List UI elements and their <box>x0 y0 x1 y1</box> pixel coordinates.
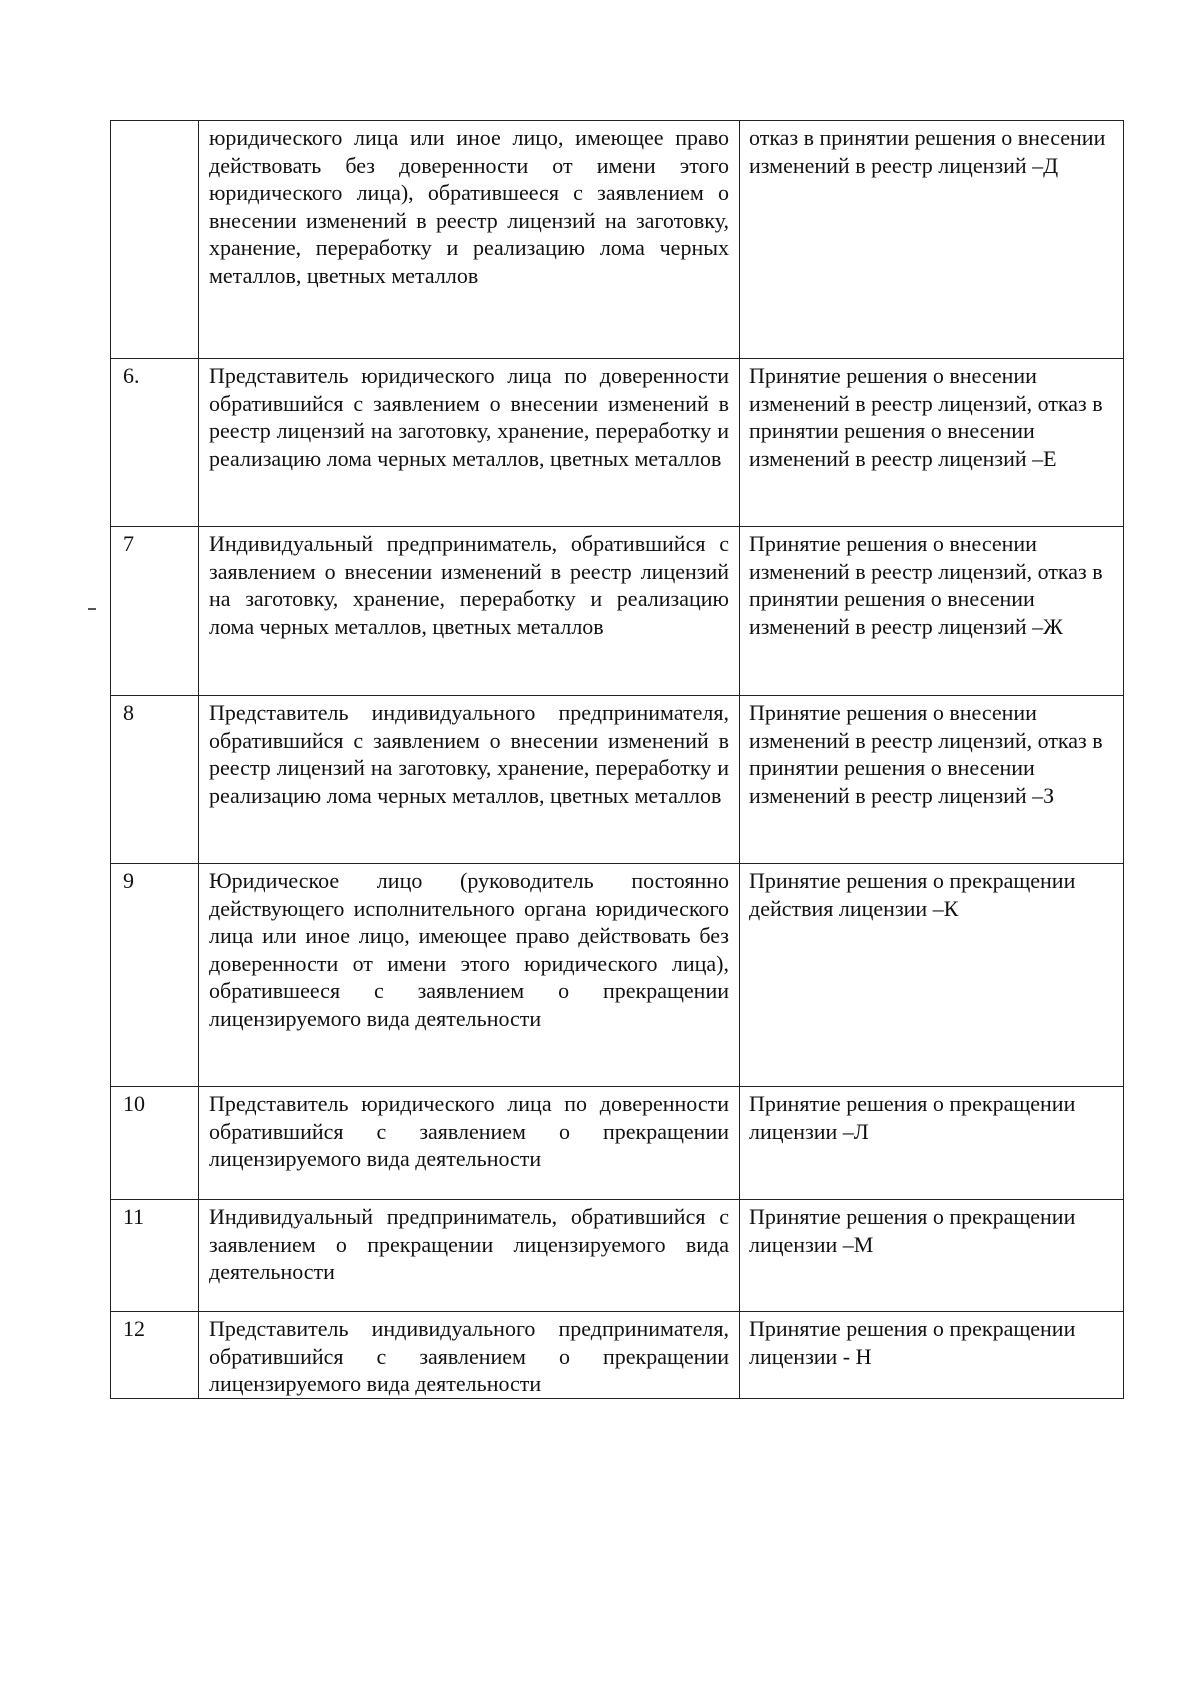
decision-result: отказ в принятии решения о внесении изменений в реестр лицензий –Д <box>740 121 1124 359</box>
table-row <box>111 696 1124 864</box>
table-row <box>111 527 1124 696</box>
applicant-description: Представитель индивидуального предпринимателя, обратившийся с заявлением о внесении изменений в реестр лицензий на заготовку, хранение, переработку и реализацию лома черных металлов, цветных металлов <box>199 696 740 864</box>
applicant-description: Индивидуальный предприниматель, обратившийся с заявлением о прекращении лицензируемого вида деятельности <box>199 1200 740 1312</box>
row-number: 12 <box>111 1312 199 1399</box>
decision-result: Принятие решения о внесении изменений в реестр лицензий, отказ в принятии решения о внесении изменений в реестр лицензий –З <box>740 696 1124 864</box>
table-row <box>111 1200 1124 1312</box>
row-number: 8 <box>111 696 199 864</box>
row-number: 9 <box>111 864 199 1087</box>
applicant-description: юридического лица или иное лицо, имеющее право действовать без доверенности от имени этого юридического лица), обратившееся с заявлением о внесении изменений в реестр лицензий на заготовку, хранение, переработку и реализацию лома черных металлов, цветных металлов <box>199 121 740 359</box>
row-number: 6. <box>111 359 199 527</box>
decision-result: Принятие решения о внесении изменений в реестр лицензий, отказ в принятии решения о внесении изменений в реестр лицензий –Е <box>740 359 1124 527</box>
row-number: 7 <box>111 527 199 696</box>
margin-mark <box>88 608 96 610</box>
table-row <box>111 1312 1124 1399</box>
table-row <box>111 121 1124 359</box>
applicant-description: Юридическое лицо (руководитель постоянно действующего исполнительного органа юридического лица или иное лицо, имеющее право действовать без доверенности от имени этого юридического лица), обратившееся с заявлением о прекращении лицензируемого вида деятельности <box>199 864 740 1087</box>
decision-result: Принятие решения о прекращении лицензии –М <box>740 1200 1124 1312</box>
decision-result: Принятие решения о прекращении лицензии - Н <box>740 1312 1124 1399</box>
table-row <box>111 1087 1124 1200</box>
row-number: 10 <box>111 1087 199 1200</box>
applicant-description: Представитель индивидуального предпринимателя, обратившийся с заявлением о прекращении лицензируемого вида деятельности <box>199 1312 740 1399</box>
row-number <box>111 121 199 359</box>
table-row <box>111 359 1124 527</box>
licensing-table <box>110 120 1124 1399</box>
applicant-description: Представитель юридического лица по доверенности обратившийся с заявлением о внесении изменений в реестр лицензий на заготовку, хранение, переработку и реализацию лома черных металлов, цветных металлов <box>199 359 740 527</box>
applicant-description: Представитель юридического лица по доверенности обратившийся с заявлением о прекращении лицензируемого вида деятельности <box>199 1087 740 1200</box>
table-row <box>111 864 1124 1087</box>
applicant-description: Индивидуальный предприниматель, обратившийся с заявлением о внесении изменений в реестр лицензий на заготовку, хранение, переработку и реализацию лома черных металлов, цветных металлов <box>199 527 740 696</box>
decision-result: Принятие решения о внесении изменений в реестр лицензий, отказ в принятии решения о внесении изменений в реестр лицензий –Ж <box>740 527 1124 696</box>
decision-result: Принятие решения о прекращении лицензии –Л <box>740 1087 1124 1200</box>
decision-result: Принятие решения о прекращении действия лицензии –К <box>740 864 1124 1087</box>
row-number: 11 <box>111 1200 199 1312</box>
